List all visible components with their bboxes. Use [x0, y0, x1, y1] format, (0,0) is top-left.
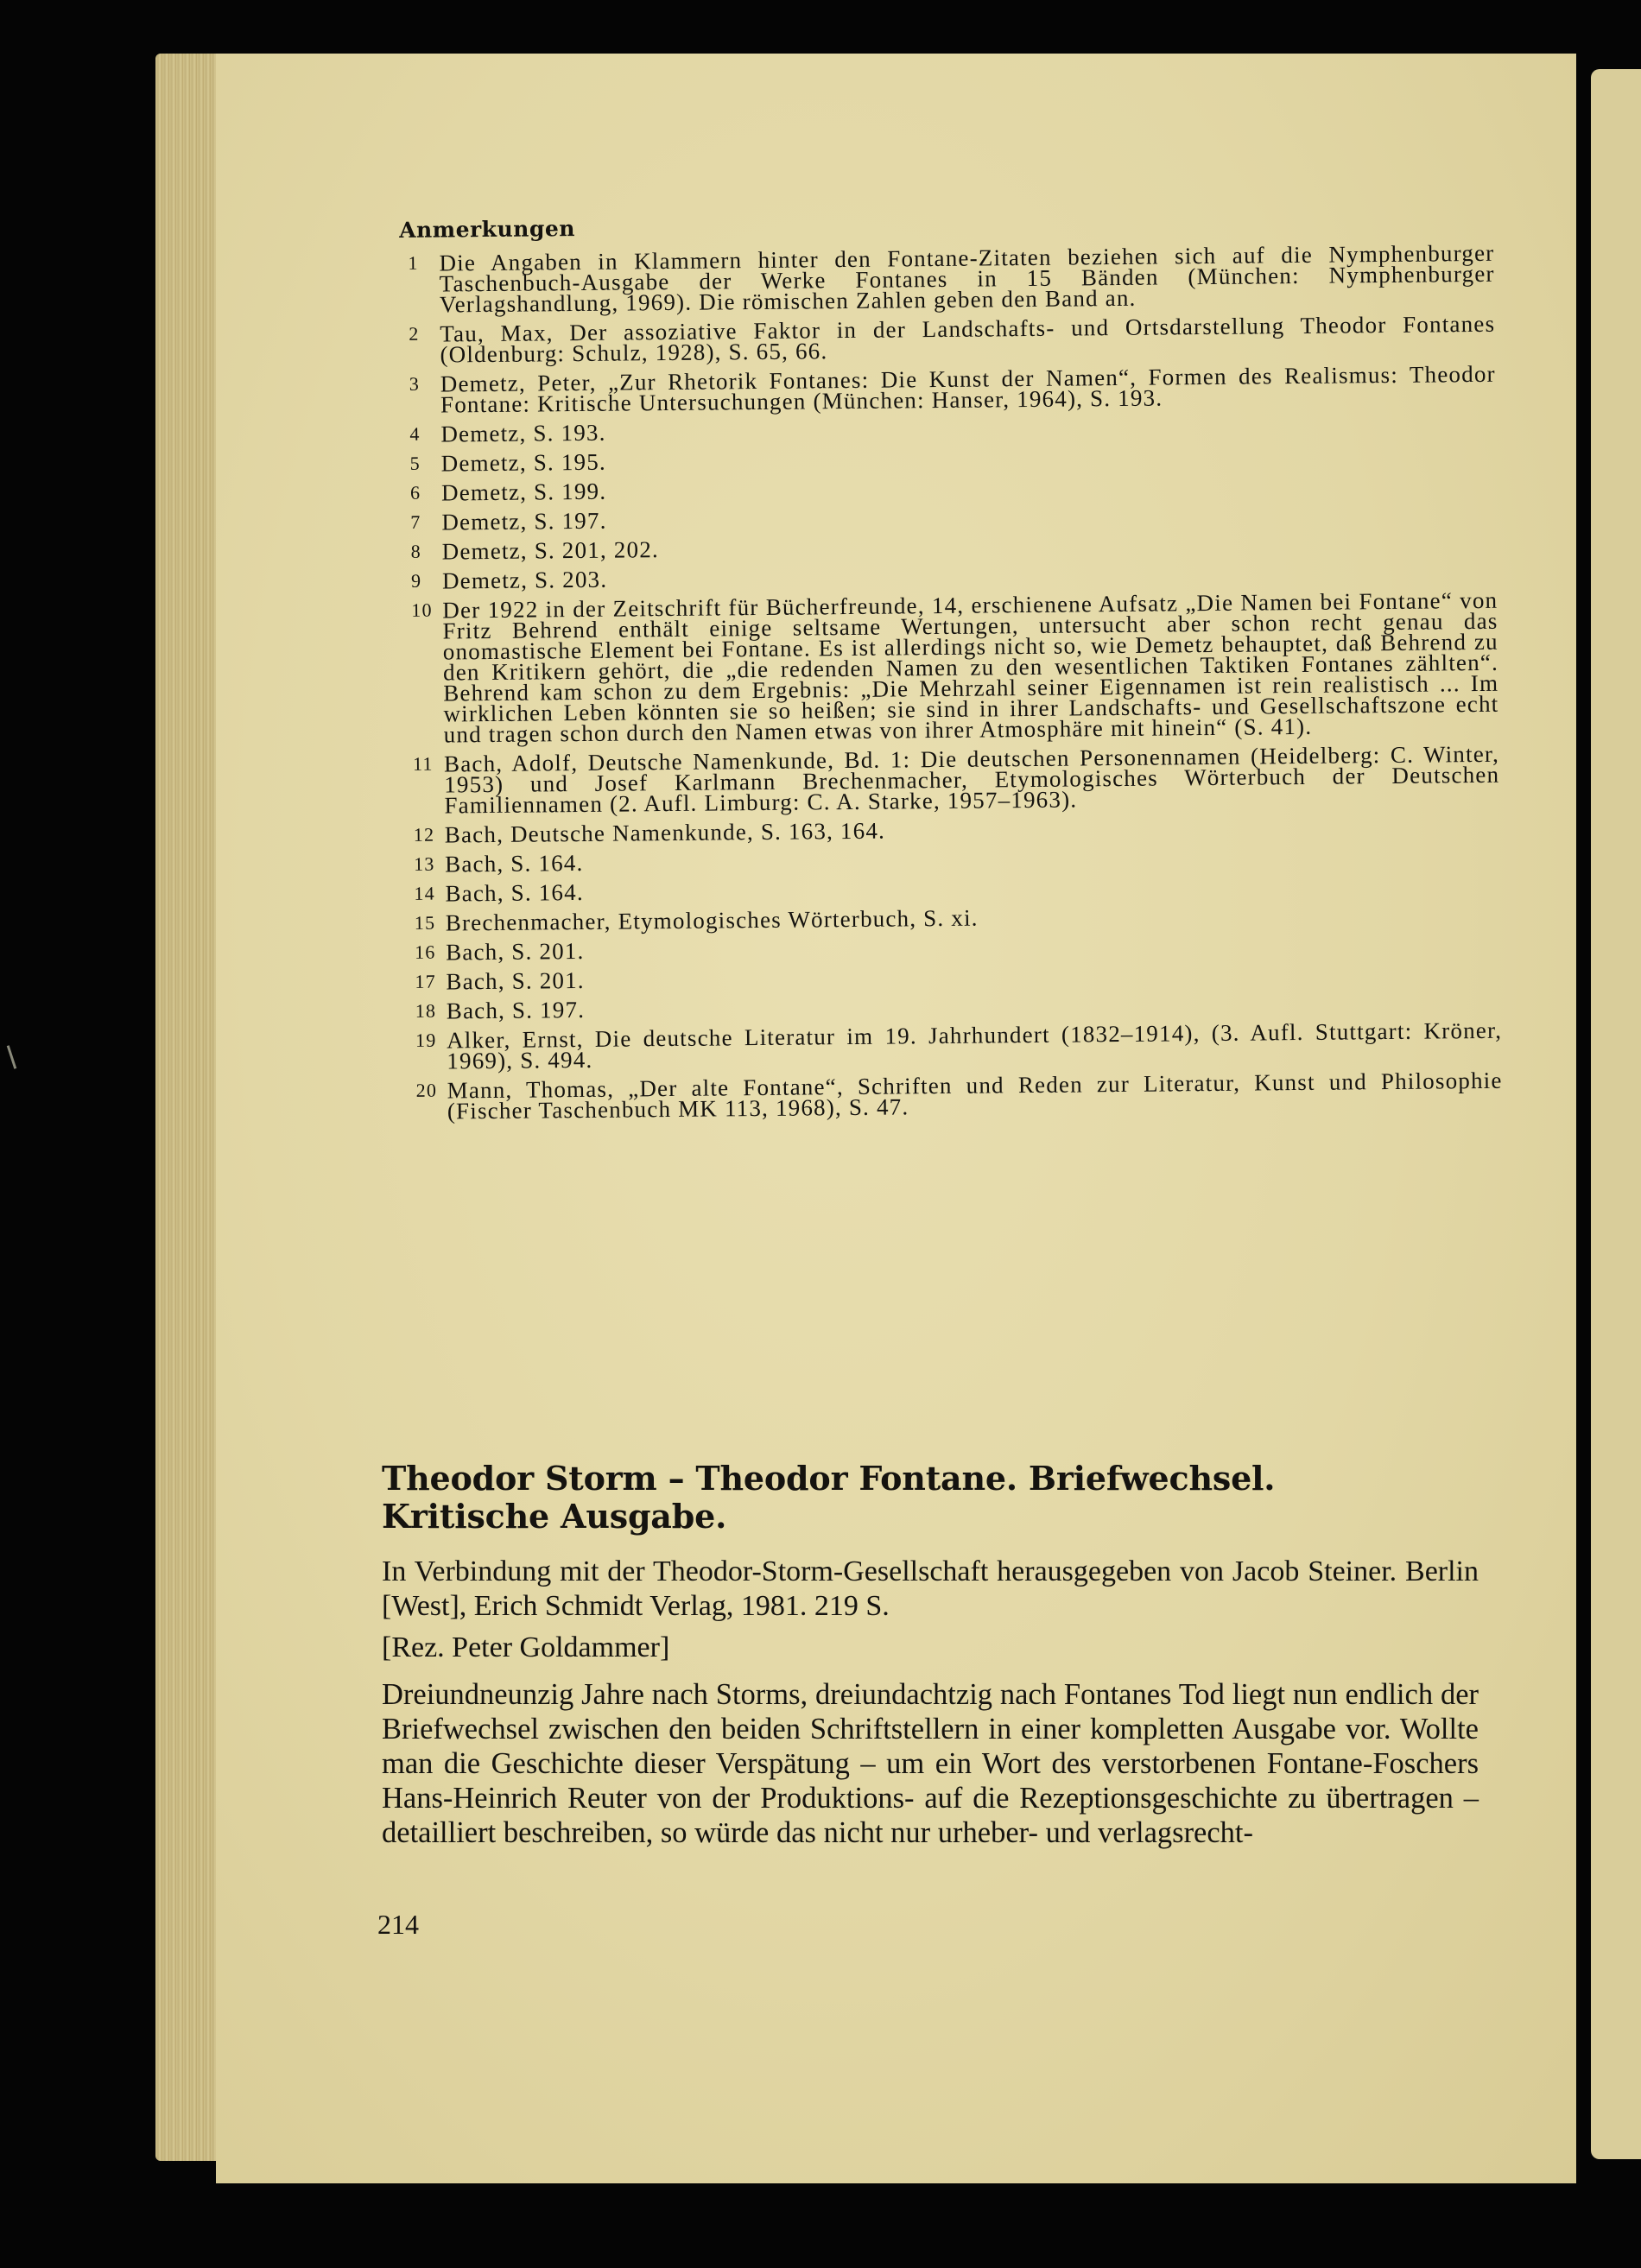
- footnote-number: 1: [408, 251, 419, 274]
- footnote-text: Bach, S. 164.: [445, 878, 584, 907]
- footnote: [403, 873, 1500, 907]
- footnote-number: 15: [414, 911, 436, 934]
- footnote-text: Bach, S. 197.: [446, 996, 586, 1024]
- footnote: [402, 740, 1500, 819]
- footnote: [404, 932, 1501, 966]
- review-section: [382, 1460, 1479, 1850]
- footnote-number: 17: [415, 970, 436, 992]
- scan-mark: [7, 1045, 17, 1069]
- footnote: [403, 844, 1500, 875]
- notes-section: [397, 210, 1503, 1131]
- footnote: [400, 502, 1497, 533]
- footnote-number: 18: [415, 999, 437, 1022]
- footnote-text: Alker, Ernst, Die deutsche Literatur im 19. Jahrhundert (1832–1914), (3. Aufl. Stuttgart: Kröner, 1969), S. 494.: [446, 1017, 1503, 1074]
- footnote-number: 8: [410, 540, 422, 562]
- footnote-text: Demetz, Peter, „Zur Rhetorik Fontanes: Die Kunst der Namen“, Formen des Realismus: Theodor Fontane: Kritische Untersuchungen (München: Hanser, 1964), S. 193.: [440, 360, 1496, 418]
- footnote-text: Die Angaben in Klammern hinter den Fontane-Zitaten beziehen sich auf die Nymphenburger Taschenbuch-Ausgabe der Werke Fontanes in 15 Bänden (München: Nymphenburger Verlagshandlung, 1969). Die römischen Zahlen geben den Band an.: [439, 239, 1495, 318]
- footnote-text: Bach, Adolf, Deutsche Namenkunde, Bd. 1: Die deutschen Personennamen (Heidelberg: C. Winter, 1953) und Josef Karlmann Brechenmacher, Etymologisches Wörterbuch der Deutschen Familiennamen (2. Aufl. Limburg: C. A. Starke, 1957–1963).: [443, 740, 1500, 819]
- footnote: [404, 961, 1501, 995]
- footnote-text: Der 1922 in der Zeitschrift für Bücherfreunde, 14, erschienene Aufsatz „Die Namen bei Fontane“ von Fritz Behrend enthält einige seltsame Wertungen, untersucht aber schon recht genau das onomastische Element bei Fontane. Es ist allerdings nicht so, wie Demetz behauptet, daß Behrend zu den Kritikern gehört, die „die redenden Namen zu den wesentlichen Taktiken Fontanes zählten“. Behrend kam schon zu dem Ergebnis: „Die Mehrzahl seiner Eigennamen ist rein realistisch ... Im wirklichen Leben könnten sie so heißen; sie sind in ihrer Landschafts- und Gesellschaftszone echt und tragen schon durch den Namen etwas von ihrer Atmosphäre mit hinein“ (S. 41).: [442, 586, 1499, 748]
- footnote-text: Bach, S. 201.: [445, 937, 585, 966]
- review-body-text: Dreiundneunzig Jahre nach Storms, dreiundachtzig nach Fontanes Tod liegt nun endlich der Briefwechsel zwischen den beiden Schriftstellern in einer kompletten Ausgabe vor. Wollte man die Geschichte dieser Verspätung – um ein Wort des verstorbenen Fontane-Foschers Hans-Heinrich Reuter von der Produktions- auf die Rezeptionsgeschichte zu übertragen – detailliert beschreiben, so würde das nicht nur urheber- und verlagsrecht-: [382, 1678, 1479, 1849]
- footnote-text: Demetz, S. 201, 202.: [441, 536, 660, 565]
- footnote-number: 13: [414, 852, 435, 875]
- footnote-number: 12: [413, 823, 435, 846]
- footnote-text: Bach, S. 201.: [446, 966, 585, 995]
- footnote-number: 7: [410, 510, 421, 533]
- review-title-line-2: Kritische Ausgabe.: [382, 1497, 727, 1536]
- footnote-number: 5: [409, 452, 421, 474]
- footnote-text: Mann, Thomas, „Der alte Fontane“, Schriften und Reden zur Literatur, Kunst und Philosophie (Fischer Taschenbuch MK 113, 1968), S. 47.: [447, 1067, 1503, 1124]
- page-number: 214: [377, 1909, 419, 1940]
- footnote-number: 11: [412, 752, 434, 775]
- footnote: [399, 414, 1496, 445]
- footnote-text: Demetz, S. 195.: [440, 448, 607, 477]
- notes-heading: Anmerkungen: [398, 216, 576, 243]
- footnote-number: 3: [409, 372, 421, 395]
- footnote: [397, 239, 1495, 318]
- footnote: [398, 310, 1496, 368]
- footnote-number: 4: [409, 422, 421, 445]
- footnote: [404, 903, 1501, 934]
- review-reviewer: [Rez. Peter Goldammer]: [382, 1631, 670, 1663]
- notes-list: [397, 239, 1503, 1124]
- footnote-number: 14: [414, 882, 436, 904]
- footnote-number: 16: [415, 941, 436, 963]
- footnote: [400, 443, 1497, 477]
- footnote: [401, 561, 1498, 592]
- footnote: [403, 814, 1500, 846]
- footnote: [405, 1017, 1503, 1074]
- review-title-line-1: Theodor Storm – Theodor Fontane. Briefwechsel.: [382, 1459, 1276, 1498]
- footnote-number: 2: [409, 322, 420, 345]
- facing-page-edge: [1591, 69, 1641, 2159]
- review-publication-info: In Verbindung mit der Theodor-Storm-Gesellschaft herausgegeben von Jacob Steiner. Berlin [West], Erich Schmidt Verlag, 1981. 219 S.: [382, 1555, 1479, 1622]
- footnote-text: Tau, Max, Der assoziative Faktor in der Landschafts- und Ortsdarstellung Theodor Fontanes (Oldenburg: Schulz, 1928), S. 65, 66.: [440, 310, 1496, 368]
- footnote-number: 6: [409, 481, 421, 504]
- footnote-number: 10: [411, 599, 433, 621]
- footnote: [401, 586, 1499, 748]
- footnote: [405, 991, 1502, 1022]
- footnote: [406, 1067, 1503, 1124]
- footnote-text: Demetz, S. 193.: [440, 419, 606, 447]
- footnote-text: Demetz, S. 197.: [441, 507, 607, 535]
- review-title: [382, 1460, 1479, 1536]
- footnote-text: Demetz, S. 203.: [441, 566, 608, 594]
- footnote-number: 20: [415, 1079, 438, 1101]
- footnote: [399, 360, 1496, 418]
- footnote-text: Bach, S. 164.: [445, 849, 584, 877]
- footnote-text: Bach, Deutsche Namenkunde, S. 163, 164.: [444, 817, 886, 848]
- footnote-text: Demetz, S. 199.: [440, 478, 607, 506]
- footnote-number: 9: [410, 569, 422, 592]
- footnote-text: Brechenmacher, Etymologisches Wörterbuch, S. xi.: [445, 904, 979, 936]
- footnote-number: 19: [415, 1029, 437, 1051]
- footnote: [400, 472, 1497, 504]
- footnote: [401, 531, 1498, 565]
